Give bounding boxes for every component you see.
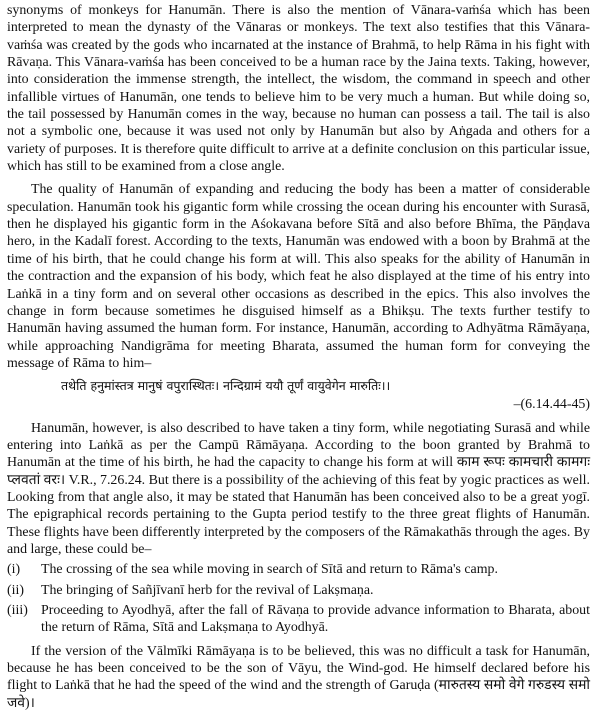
document-page: [7, 2, 590, 712]
paragraph-3: Hanumān, however, is also described to have taken a tiny form, while negotiating Surasā and while entering into Laṅkā as per the Campū Rāmāyaṇa. According to the boon granted by Brahmā to Hanumān at the time of his birth, he had the capacity to change his form at will काम रूपः कामचारी कामगः प्लवतां वरः। V.R., 7.26.24. But there is a possibility of the achieving of this feat by yogic practices as well. Looking from that angle also, it may be stated that Hanumān has been conceived also to be a great yogī. The epigraphical records pertaining to the Gupta period testify to the three great flights of Hanumān. These flights have been differently interpreted by the composers of the Rāmakathās through the ages. By and large, these could be–: [7, 420, 590, 557]
list-number: (i): [7, 562, 21, 578]
paragraph-2: The quality of Hanumān of expanding and reducing the body has been a matter of considerable speculation. Hanumān took his gigantic form while crossing the ocean during his encounter with Surasā, then he displayed his gigantic form in the Aśokavana before Sītā and also before Bhīma, the Pāṇḍava hero, in the Kadalī forest. According to the texts, Hanumān was endowed with a boon by Brahmā at the time of his birth, that he could change his form at will. This also speaks for the ability of Hanumān in the contraction and the expansion of his body, which feat he also displayed at the time of his entry into Laṅkā in a tiny form and on several other occasions as described in the epics. This also involves the change in form because sometimes he disguised himself as a Bhikṣu. The texts further testify to Hanumān having assumed the human form. For instance, Hanumān, according to Adhyātma Rāmāyaṇa, while approaching Nandigrāma for meeting Bharata, assumed the human form for conveying the message of Rāma to him–: [7, 182, 590, 371]
list-text: The bringing of Sañjīvanī herb for the revival of Lakṣmaṇa.: [41, 582, 374, 598]
list-item: [7, 582, 590, 599]
list-text: Proceeding to Ayodhyā, after the fall of Rāvaṇa to provide advance information to Bharata, about the return of Rāma, Sītā and Lakṣmaṇa to Ayodhyā.: [41, 603, 590, 636]
sanskrit-verse: तथेति हनुमांस्तत्र मानुषं वपुरास्थितः। नन्दिग्रामं ययौ तूर्णं वायुवेगेन मारुतिः।।: [61, 378, 391, 394]
flights-list: [7, 561, 590, 636]
list-number: (ii): [7, 582, 24, 598]
paragraph-1: synonyms of monkeys for Hanumān. There is also the mention of Vānara-vaṁśa which has been interpreted to mean the dynasty of the Vānaras or monkeys. The text also testifies that this Vānara-vaṁśa was created by the gods who incarnated at the instance of Brahmā, to help Rāma in his fight with Rāvaṇa. This Vānara-vaṁśa has been conceived to be a human race by the Jaina texts. Taking, however, into consideration the immense strength, the intellect, the wisdom, the command in speech and other infallible virtues of Hanumān, one tends to believe him to be very much a human. But while doing so, the tail possessed by Hanumān comes in the way, because no human can possess a tail. The tail is also not a symbolic one, because it was used not only by Hanumān but also by Aṅgada and others for a variety of purposes. It is therefore quite difficult to arrive at a definite conclusion on this particular issue, which has still to be examined from a close angle.: [7, 3, 590, 175]
paragraph-4: If the version of the Vālmīki Rāmāyaṇa is to be believed, this was no difficult a task for Hanumān, because he has been conceived to be the son of Vāyu, the Wind-god. He himself declared before his flight to Laṅkā that he had the speed of the wind and the strength of Garuḍa (मारुतस्य समो वेगे गरुडस्य समो जवे)।: [7, 643, 590, 711]
list-number: (iii): [7, 603, 28, 618]
list-text: The crossing of the sea while moving in search of Sītā and return to Rāma's camp.: [41, 562, 498, 578]
list-item: [7, 561, 590, 578]
list-item: [7, 602, 590, 637]
verse-reference: –(6.14.44-45): [513, 397, 590, 413]
